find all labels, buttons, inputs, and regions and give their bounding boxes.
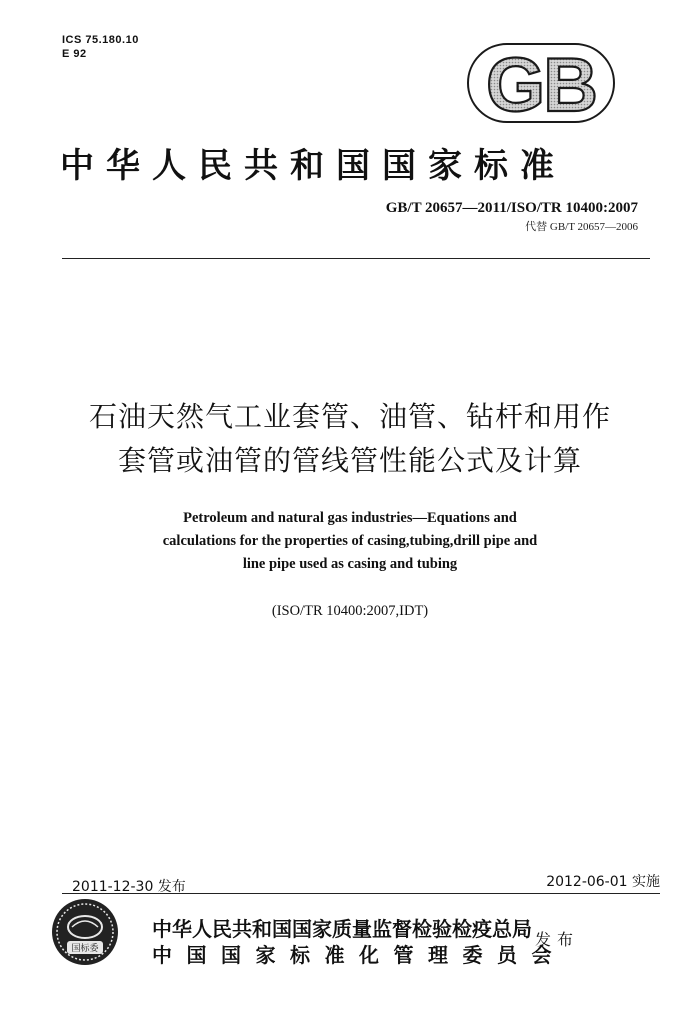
issuer-line2: 中国国家标准化管理委员会 [152, 943, 566, 967]
document-title-cn [40, 395, 660, 483]
replaces-note: 代替 GB/T 20657—2006 [525, 221, 638, 233]
ics-code: ICS 75.180.10 [62, 34, 139, 46]
identity-note: (ISO/TR 10400:2007,IDT) [271, 603, 429, 619]
implementation-date: 2012-06-01 实施 [546, 874, 660, 890]
document-title-en-line1: Petroleum and natural gas industries—Equations and [183, 510, 517, 526]
document-title-en-line2: calculations for the properties of casing,tubing,drill pipe and [162, 533, 538, 549]
footer-divider [62, 893, 660, 894]
seal-text: 国标委 [71, 944, 99, 954]
document-title-cn-line2: 套管或油管的管线管性能公式及计算 [117, 444, 582, 477]
classification-codes [62, 33, 139, 61]
issuing-authorities [152, 916, 566, 968]
document-title-en [60, 507, 640, 576]
document-title-cn-line1: 石油天然气工业套管、油管、钻杆和用作 [88, 400, 611, 433]
issuer-seal-icon [50, 897, 120, 967]
document-title-en-line3: line pipe used as casing and tubing [242, 556, 458, 572]
standard-title: 中华人民共和国国家标准 [60, 146, 566, 186]
gb-logo [466, 40, 616, 124]
publish-label: 发布 [535, 930, 580, 949]
gb-logo-text: GB [486, 43, 596, 124]
category-code: E 92 [62, 48, 87, 60]
issue-date: 2011-12-30 发布 [72, 879, 186, 895]
standard-number: GB/T 20657—2011/ISO/TR 10400:2007 [385, 200, 638, 216]
header-divider [62, 258, 650, 259]
issuer-line1: 中华人民共和国国家质量监督检验检疫总局 [152, 917, 532, 941]
